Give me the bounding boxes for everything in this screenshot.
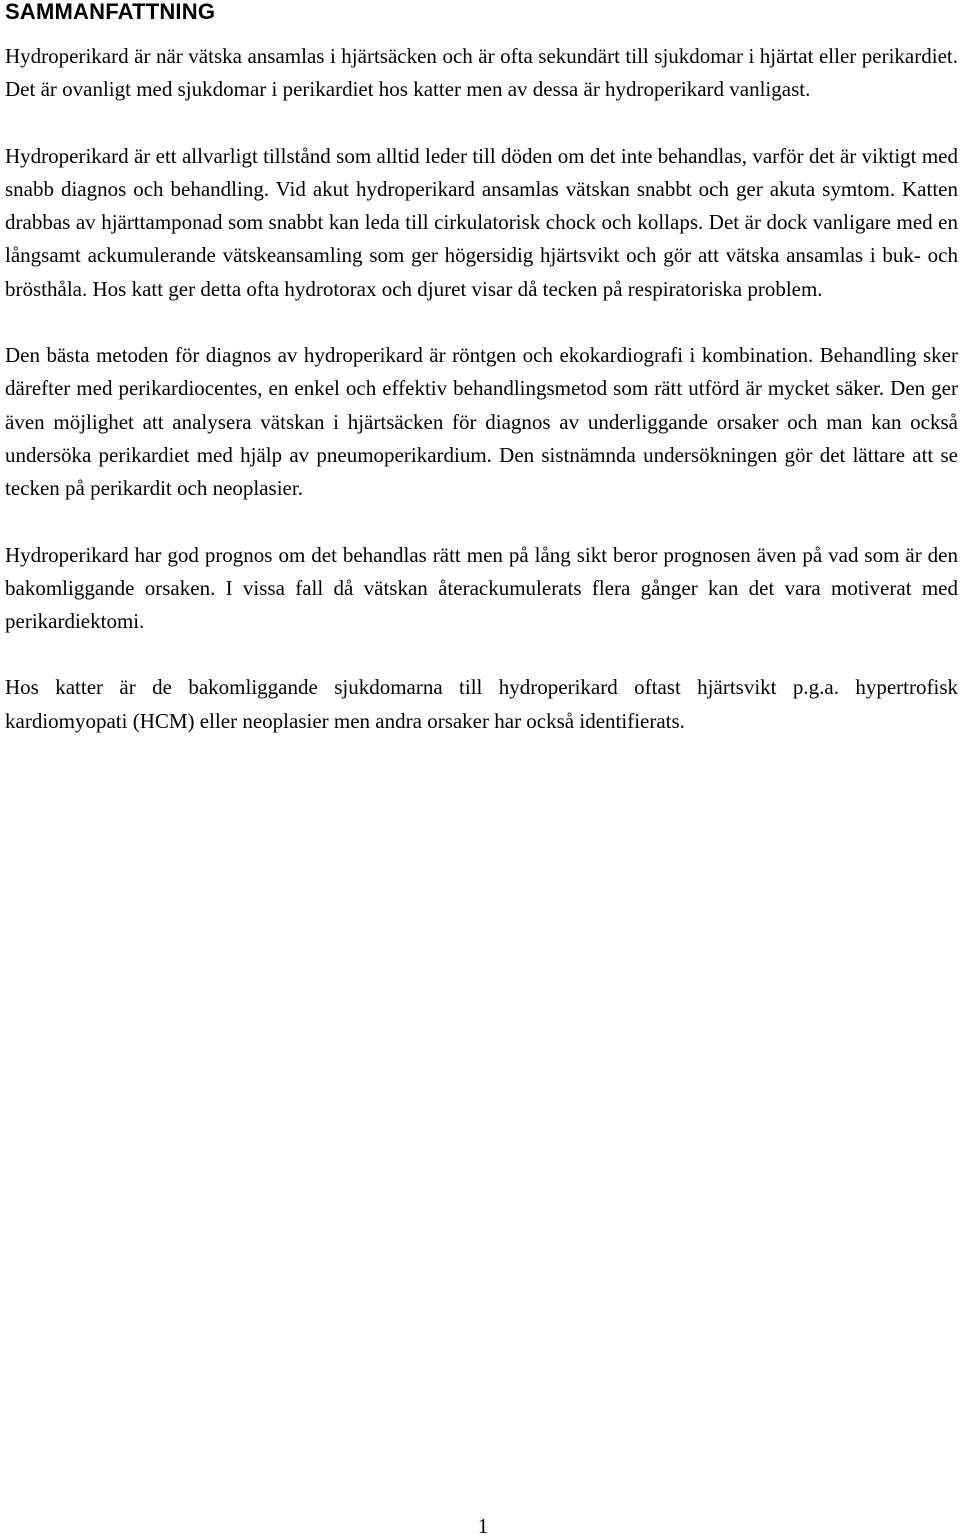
summary-paragraph-3: Den bästa metoden för diagnos av hydroperikard är röntgen och ekokardiografi i kombination. Behandling sker därefter med perikardiocentes, en enkel och effektiv behandlingsmetod som rätt utförd är mycket säker. Den ger även möjlighet att analysera vätskan i hjärtsäcken för diagnos av underliggande orsaker och man kan också undersöka perikardiet med hjälp av pneumoperikardium. Den sistnämnda undersökningen gör det lättare att se tecken på perikardit och neoplasier. xyxy=(5,343,958,501)
page-number: 1 xyxy=(477,1514,489,1538)
summary-paragraph-1: Hydroperikard är när vätska ansamlas i hjärtsäcken och är ofta sekundärt till sjukdomar i hjärtat eller perikardiet. Det är ovanligt med sjukdomar i perikardiet hos katter men av dessa är hydroperikard vanligast. xyxy=(5,44,958,102)
document-page xyxy=(5,0,960,738)
summary-paragraph-5: Hos katter är de bakomliggande sjukdomarna till hydroperikard oftast hjärtsvikt p.g.a. hypertrofisk kardiomyopati (HCM) eller neoplasier men andra orsaker har också identifierats. xyxy=(5,675,958,733)
section-heading: SAMMANFATTNING xyxy=(5,0,216,24)
summary-paragraph-2: Hydroperikard är ett allvarligt tillstånd som alltid leder till döden om det inte behandlas, varför det är viktigt med snabb diagnos och behandling. Vid akut hydroperikard ansamlas vätskan snabbt och ger akuta symtom. Katten drabbas av hjärttamponad som snabbt kan leda till cirkulatorisk chock och kollaps. Det är dock vanligare med en långsamt ackumulerande vätskeansamling som ger högersidig hjärtsvikt och gör att vätska ansamlas i buk- och brösthåla. Hos katt ger detta ofta hydrotorax och djuret visar då tecken på respiratoriska problem. xyxy=(5,143,958,301)
summary-paragraph-4: Hydroperikard har god prognos om det behandlas rätt men på lång sikt beror prognosen även på vad som är den bakomliggande orsaken. I vissa fall då vätskan återackumulerats flera gånger kan det vara motiverat med perikardiektomi. xyxy=(5,542,958,634)
